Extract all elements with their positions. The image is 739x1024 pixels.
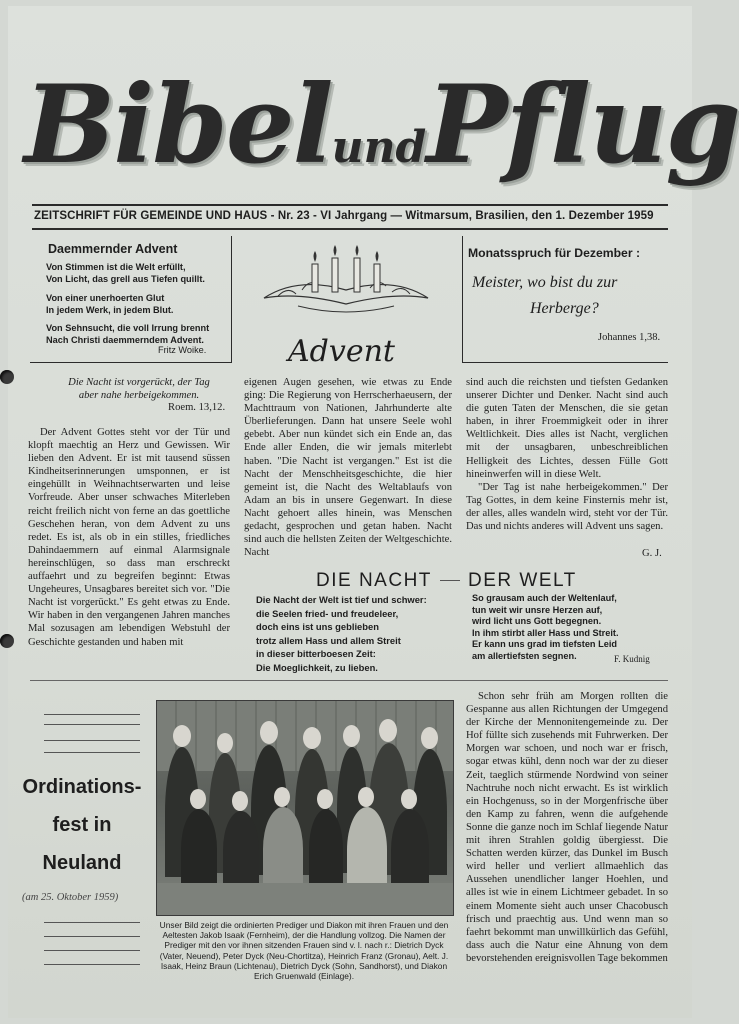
poem-line: Von Licht, das grell aus Tiefen quillt. (46, 273, 205, 284)
monthly-verse-title: Monatsspruch für Dezember : (468, 246, 641, 260)
decor-rule (44, 950, 140, 951)
masthead-rule-bottom (32, 228, 668, 230)
monthly-verse-line-2: Herberge? (530, 300, 599, 317)
poem-line: In ihm stirbt aller Hass und Streit. (472, 627, 619, 638)
masthead (24, 40, 739, 210)
poem-line: Nach Christi daemmerndem Advent. (46, 334, 204, 345)
masthead-word-und: und (331, 122, 427, 173)
group-photo (156, 700, 454, 916)
title-dash (440, 580, 460, 581)
poem-line: So grausam auch der Weltenlauf, (472, 593, 617, 603)
poem-line: Von Stimmen ist die Welt erfüllt, (46, 262, 186, 272)
decor-rule (44, 724, 140, 725)
decor-rule (44, 740, 140, 741)
ordination-column (466, 690, 668, 965)
ordination-date: (am 25. Oktober 1959) (22, 892, 119, 903)
advent-paragraph: "Der Tag ist nahe herbeigekommen." Der Tag Gottes, in dem keine Finsternis mehr ist, der alles, alles wandeln wird, steht vor der Tür. Das und nichts anderes will Advent uns sagen. (466, 481, 668, 533)
ordination-paragraph: Schon sehr früh am Morgen rollten die Gespanne aus allen Richtungen der Umgegend der Kirche der Mennonitengemeinde zu. Der Hof füllte sich zusehends mit Fuhrwerken. Der Morgen war schoen, und noch war er frisch, sogar etwas kühl, denn noch war der zu dieser Zeit, taeglich stürmende Nordwind von seiner Nachtruhe noch nicht erwacht. Es ist wirklich ein Hochgenuss, so in der Morgenfrische über den Kamp zu fahren, wenn die aufgehende Sonne die ganze noch im Schlaf liegende Natur mit ihren Strahlen goldig übergiesst. Die Schatten werden kürzer, das Dunkel im Busch wird heller und verliert allmaehlich das Aussehen unendlicher langer Hoehlen, und alles ist wie in einem Lichtmeer gebadet. In so einem Momente sieht auch unser Chacobusch frisch und praechtig aus. Und wenn man so faehrt bekommt man unwillkürlich das Gefühl, dass auch die Natur eine Ahnung von dem bevorstehenden ereignisvollen Tage bekommen (466, 691, 668, 964)
poem-box-title: Daemmernder Advent (48, 242, 178, 256)
decor-rule (44, 964, 140, 965)
decor-rule (44, 922, 140, 923)
ordination-title-line: Ordinations- (22, 776, 142, 798)
photo-caption: Unser Bild zeigt die ordinierten Prediger und Diakon mit ihren Frauen und den Aeltesten Jakob Isaak (Fernheim), der die Handlung vollzog. Die Namen der Prediger mit den vor ihnen sitzenden Frauen sind v. l. nach r.: Dietrich Dyck (Vater, Neuend), Peter Dyck (Neu-Chortitza), Heinrich Franz (Gronau), Aelt. J. Isaak, Heinz Braun (Lichtenau), Dietrich Dyck (Sohn, Sandhorst), und Diakon Erich Gruenwald (Einlage). (159, 920, 449, 982)
advent-paragraph: Der Advent Gottes steht vor der Tür und klopft maechtig an Herz und Gewissen. Wir lieben den Advent. Er ist mit tausend süssen Kindheitserinnerungen umsponnen, er ist eingehüllt in Weihnachtserwarten und leise Vorfreude. Aber unser schwaches Miterleben reicht freilich nicht von ferne an das goettliche Geschehen heran, von dem Advent zu uns redet. Es ist, als ob in ein stilles, friedliches Dahindaemmern auf einmal Alarmsignale hereinschlügen, so dass man erschreckt auffaehrt und zu begreifen beginnt: Etwas Ungeheures, Unsagbares bereitet sich vor. "Die Nacht ist vorgerückt." Es geht etwas zu Ende. Wir haben in den vergangenen Jahren manches Mal sozusagen am lebendigen Webstuhl der Geschichte gestanden und haben mit (28, 427, 230, 648)
poem-line: Er kann uns grad im tiefsten Leid (472, 639, 617, 649)
decor-rule (44, 714, 140, 715)
masthead-rule-top (32, 204, 668, 206)
nacht-poem-title-2: DER WELT (468, 570, 577, 591)
advent-column-3 (466, 376, 668, 533)
section-divider (30, 680, 668, 681)
poem-stanza-1 (46, 262, 205, 285)
poem-line: In jedem Werk, in jedem Blut. (46, 304, 174, 315)
poem-stanza-3 (46, 323, 209, 346)
nacht-poem-author: F. Kudnig (614, 654, 650, 664)
advent-column-2 (244, 376, 452, 559)
monthly-box-bottom-rule (462, 362, 668, 363)
masthead-word-bibel: Bibel (24, 62, 332, 188)
advent-signature: G. J. (642, 548, 662, 559)
monthly-verse-line-1: Meister, wo bist du zur (472, 274, 618, 291)
nacht-poem-right (472, 593, 619, 662)
monthly-verse-reference: Johannes 1,38. (598, 332, 661, 343)
decor-rule (44, 936, 140, 937)
poem-line: die Seelen fried- und freudeleer, (256, 607, 399, 619)
poem-line: Die Nacht der Welt ist tief und schwer: (256, 594, 427, 605)
nacht-poem-left (256, 593, 427, 674)
poem-line: am allertiefsten segnen. (472, 650, 577, 661)
candle-wreath-illustration (258, 246, 434, 320)
epigraph-line-2: aber nahe herbeigekommen. (78, 390, 200, 401)
ordination-title-line: Neuland (42, 852, 122, 874)
poem-line: wird licht uns Gott begegnen. (472, 616, 602, 626)
poem-stanza-2 (46, 293, 173, 316)
poem-line: Von einer unerhoerten Glut (46, 293, 165, 303)
monthly-box-divider (462, 236, 463, 362)
issue-line: ZEITSCHRIFT FÜR GEMEINDE UND HAUS - Nr. 23 - VI Jahrgang — Witmarsum, Brasilien, den 1. Dezember 1959 (34, 210, 654, 222)
advent-epigraph (46, 376, 232, 402)
punch-hole (0, 370, 14, 384)
poem-line: in dieser bitterboesen Zeit: (256, 648, 376, 659)
poem-author: Fritz Woike. (158, 345, 207, 355)
punch-hole (0, 634, 14, 648)
masthead-word-pflug: Pflug (426, 62, 739, 188)
poem-line: Von Sehnsucht, die voll Irrung brennt (46, 323, 210, 333)
advent-column-1 (28, 426, 230, 649)
poem-line: tun weit wir unsre Herzen auf, (472, 604, 603, 615)
poem-box-divider (231, 236, 232, 362)
poem-box-bottom-rule (30, 362, 232, 363)
advent-paragraph: eigenen Augen gesehen, wie etwas zu Ende ging: Die Regierung von Herrscherhaeusern, der Machttraum von Nationen, Jahrhunderte alte Überlieferungen. Dann hat unsere Seele wohl gebebt. Aber nun kündet sich ein Ende an, das Ende aller Enden, die wir jemals miterlebt haben. "Die Nacht ist vergangen." Est ist die Nacht der Menschheitsgeschichte, die hier gemeint ist, die Nacht des Weltablaufs von Adam an bis in unsere Gegenwart. In diese Nacht gehoert alles hinein, was Menschen gedacht, gesprochen und getan haben. Nacht sind auch die hellsten Zeiten der Weltgeschichte. Nacht (244, 377, 452, 559)
epigraph-line-1: Die Nacht ist vorgerückt, der Tag (68, 377, 210, 388)
poem-line: doch eins ist uns geblieben (256, 621, 379, 632)
decor-rule (44, 752, 140, 753)
ordination-title-line: fest in (52, 814, 112, 836)
epigraph-reference: Roem. 13,12. (168, 402, 226, 413)
nacht-poem-title-1: DIE NACHT (316, 570, 432, 591)
advent-article-title: Advent (288, 334, 395, 369)
poem-line: Die Moeglichkeit, zu lieben. (256, 661, 378, 673)
ordination-title (22, 768, 142, 882)
poem-line: trotz allem Hass und allem Streit (256, 634, 401, 646)
advent-paragraph: sind auch die reichsten und tiefsten Gedanken unserer Dichter und Denker. Nacht sind auch die guten Taten der Menschen, die sie getan haben, in ihrer Froemmigkeit oder in ihrer Weltlichkeit. Dies alles ist Nacht, verglichen mit der unsagbaren, unbeschreiblichen Helligkeit des Lichtes, dessen Fülle Gott hineinwerfen will in diese Welt. (466, 377, 668, 480)
